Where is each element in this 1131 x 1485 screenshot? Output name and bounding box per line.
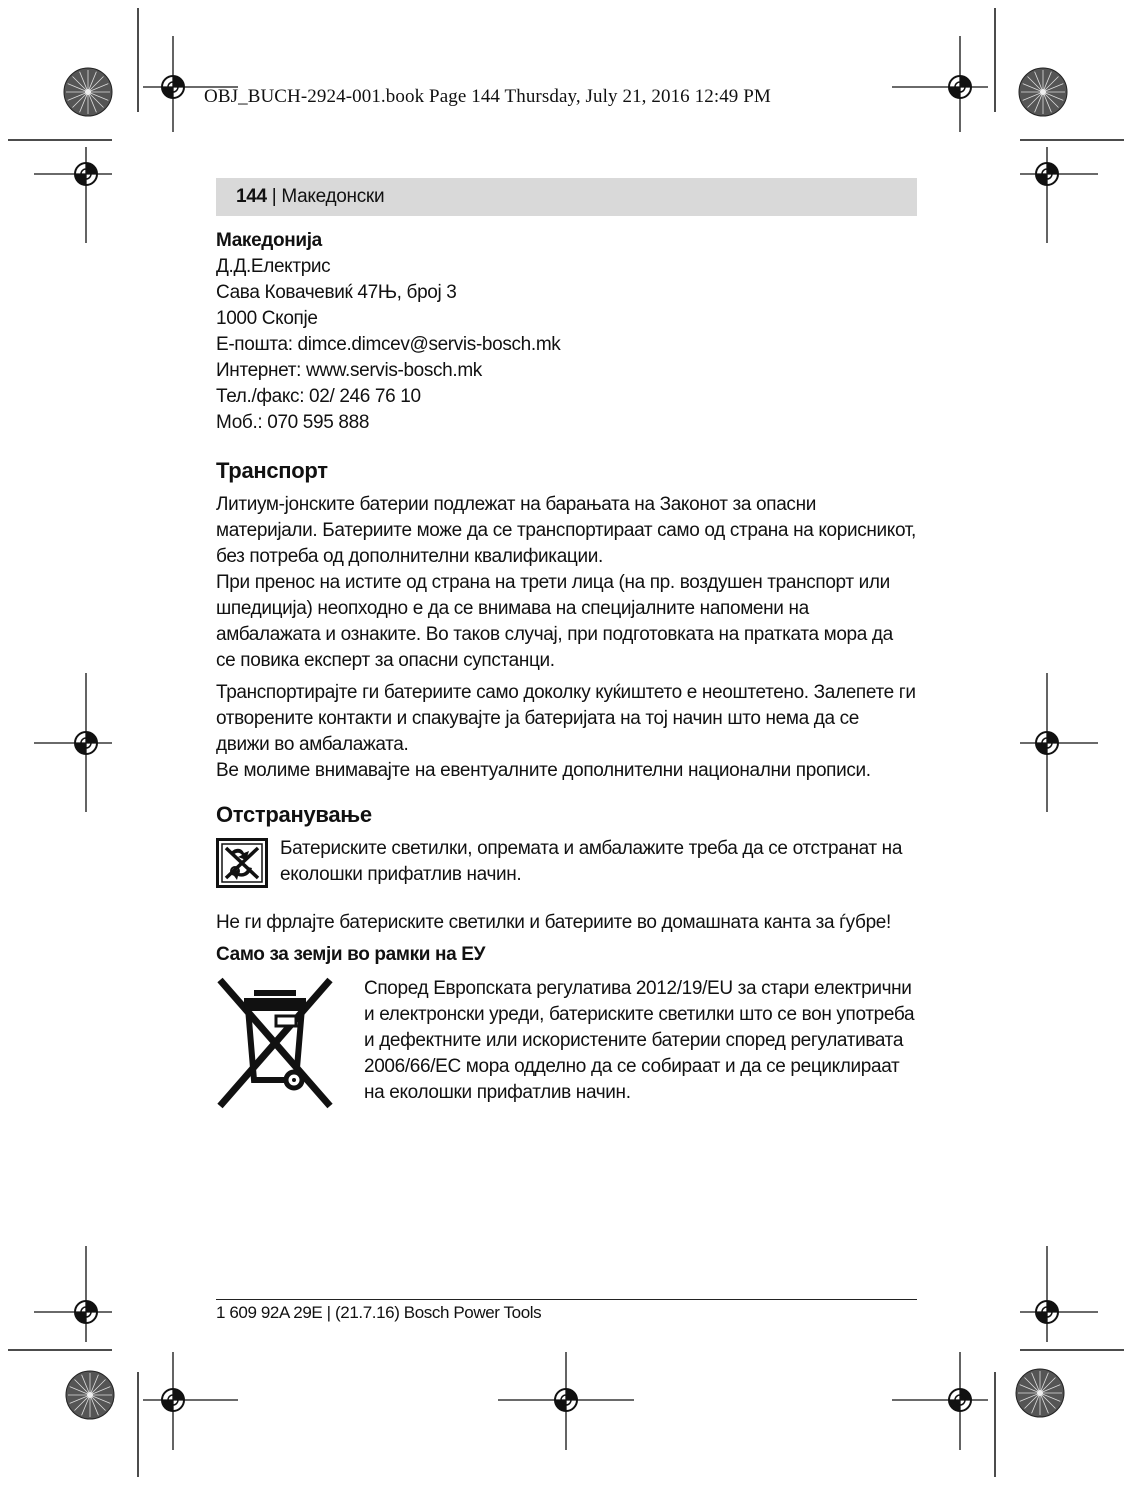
- header-section: Македонски: [281, 186, 385, 207]
- contact-line: Тел./факс: 02/ 246 76 10: [216, 386, 421, 407]
- contact-line: Сава Ковачевиќ 47Њ, број 3: [216, 282, 457, 303]
- crossed-out-wheelie-bin-icon: [216, 976, 334, 1118]
- print-slug-line: OBJ_BUCH-2924-001.book Page 144 Thursday, July 21, 2016 12:49 PM: [204, 86, 771, 107]
- footer-rule: [216, 1299, 917, 1300]
- transport-paragraph: Литиум-јонските батерии подлежат на барањата на Законот за опасни материјали. Батериите може да се транспортираат само од страна на корисникот, без потреба од дополнителни квалификации.: [216, 494, 916, 567]
- disposal-heading: Отстранување: [216, 802, 372, 827]
- contact-block: [216, 228, 916, 436]
- transport-paragraph: Транспортирајте ги батериите само доколку куќиштето е неоштетено. Залепете ги отворените контакти и спакувајте ја батеријата на тој начин што нема да се движи во амбалажата.: [216, 682, 916, 755]
- contact-line: Моб.: 070 595 888: [216, 412, 370, 433]
- contact-line: Е-пошта: dimce.dimcev@servis-bosch.mk: [216, 334, 561, 355]
- page-footer: 1 609 92A 29E | (21.7.16) Bosch Power Tools: [216, 1303, 542, 1322]
- eu-heading: Само за земји во рамки на ЕУ: [216, 944, 486, 965]
- disposal-icon-text: Батериските светилки, опремата и амбалажите треба да се отстранат на еколошки прифатлив начин.: [280, 838, 903, 885]
- page-header-bar: [216, 178, 917, 216]
- page-header: [236, 186, 384, 208]
- transport-paragraph: При пренос на истите од страна на трети лица (на пр. воздушен транспорт или шпедиција) неопходно е да се внимава на специјалните напомени на амбалажата и ознаките. Во таков случај, при подготовката на пратката мора да се повика експерт за опасни супстанци.: [216, 572, 893, 671]
- eu-regulation-text: Според Европската регулатива 2012/19/EU за стари електрични и електронски уреди, батериските светилки што се вон употреба и дефектните или искористените батерии според регулативата 2006/66/EC мора одделно да се собираат и да се рециклираат на еколошки прифатлив начин.: [364, 978, 915, 1103]
- recycling-icon: [216, 838, 268, 896]
- header-separator: |: [266, 186, 282, 207]
- contact-line: 1000 Скопје: [216, 308, 318, 329]
- disposal-icon-row: [216, 836, 916, 896]
- contact-line: Д.Д.Електрис: [216, 256, 331, 277]
- contact-line: Интернет: www.servis-bosch.mk: [216, 360, 482, 381]
- page-content: [216, 228, 916, 1118]
- transport-paragraph: Ве молиме внимавајте на евентуалните дополнителни национални прописи.: [216, 760, 871, 781]
- contact-country: Македонија: [216, 230, 322, 251]
- eu-row: [216, 976, 916, 1118]
- transport-heading: Транспорт: [216, 458, 328, 483]
- page-number: 144: [236, 186, 267, 207]
- disposal-warning: Не ги фрлајте батериските светилки и батериите во домашната канта за ѓубре!: [216, 912, 891, 933]
